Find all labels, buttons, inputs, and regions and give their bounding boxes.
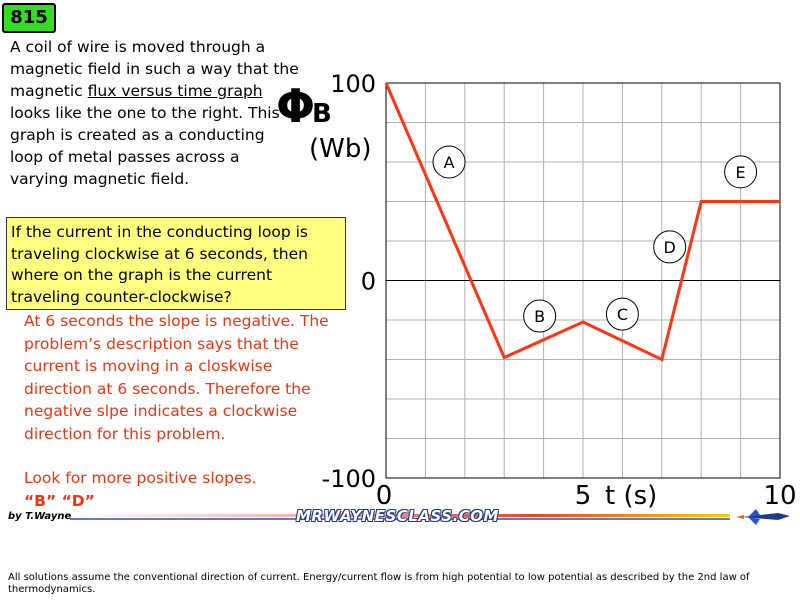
segment-marker-label: A	[443, 153, 455, 172]
intro-text-2: looks like the one to the right. This graph is created as a conducting loop of metal passes across a varying magnetic field.	[10, 104, 280, 188]
x-tick-label: 5	[574, 481, 592, 510]
question-text: If the current in the conducting loop is traveling clockwise at 6 seconds, then where on the graph is the current traveling counter-clockwise?	[11, 223, 308, 306]
y-tick-label: 100	[330, 70, 376, 98]
segment-marker-label: D	[663, 237, 676, 257]
x-tick-label: 10	[763, 481, 797, 510]
site-logo-text: MRWAYNESCLASS.COM	[296, 507, 499, 525]
rocket-icon	[736, 509, 790, 525]
author-byline: by T.Wayne	[8, 511, 72, 522]
tick-label-layer	[322, 70, 797, 510]
answer-explanation: At 6 seconds the slope is negative. The problem’s description says that the current is moving in a closkwise direction at 6 seconds. Therefore the negative slpe indicates a clockwise direction for this problem.	[24, 312, 329, 443]
intro-text-1: A coil of wire is moved through a magnetic field in such a way that the magnetic	[10, 38, 299, 100]
slide-number: 815	[10, 7, 48, 28]
y-axis-unit: (Wb)	[309, 134, 372, 164]
segment-marker-label: E	[735, 162, 746, 182]
answer-hint: Look for more positive slopes.	[24, 469, 257, 487]
y-tick-label: -100	[321, 465, 376, 493]
segment-marker-a	[433, 146, 465, 178]
x-axis-label: t (s)	[605, 481, 658, 510]
segment-marker-e	[725, 156, 757, 188]
segment-marker-b	[524, 300, 556, 332]
answer-result: “B” “D”	[24, 491, 95, 510]
y-tick-label: 0	[360, 267, 376, 296]
y-axis-subscript: B	[312, 99, 332, 129]
segment-marker-d	[654, 231, 686, 263]
y-axis-symbol: Φ	[276, 79, 316, 133]
segment-marker-label: B	[534, 307, 546, 327]
intro-underlined-term: flux versus time graph	[87, 82, 263, 100]
x-tick-label: 0	[375, 481, 393, 510]
disclaimer-text: All solutions assume the conventional direction of current. Energy/current flow is from high potential to low potential as described by the 2nd law of thermodynamics.	[8, 572, 750, 595]
segment-marker-label: C	[616, 305, 628, 325]
segment-marker-c	[606, 298, 638, 330]
